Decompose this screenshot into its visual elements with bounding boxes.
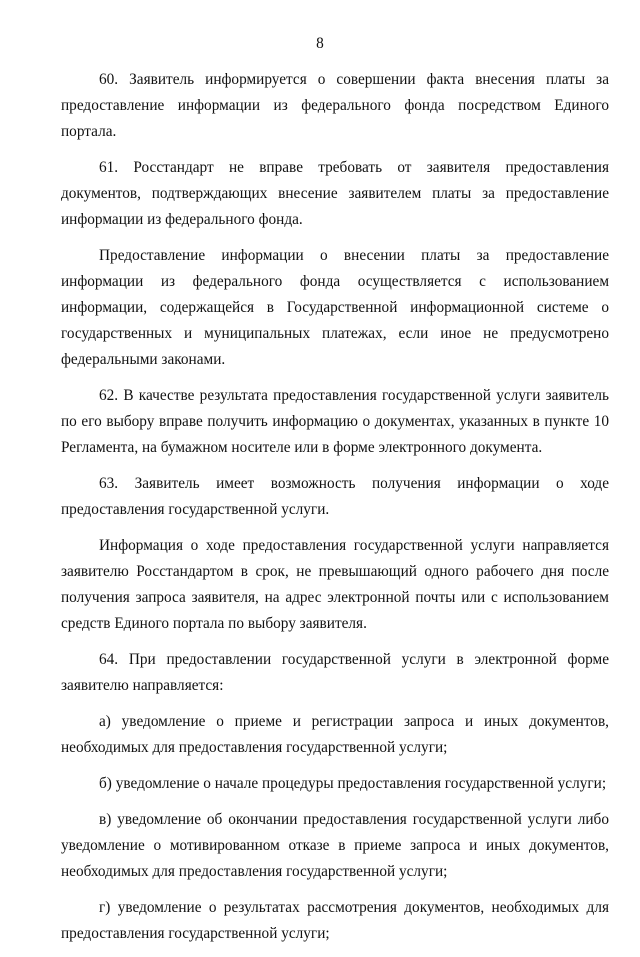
list-item-g: г) уведомление о результатах рассмотрения документов, необходимых для предоставления государственной услуги; <box>61 899 609 942</box>
list-item-v: в) уведомление об окончании предоставления государственной услуги либо уведомление о мотивированном отказе в приеме запроса и иных документов, необходимых для предоставления государственной услуги; <box>61 811 609 880</box>
list-item-a: а) уведомление о приеме и регистрации запроса и иных документов, необходимых для предоставления государственной услуги; <box>61 713 609 756</box>
document-body <box>61 67 609 957</box>
paragraph-61-continued: Предоставление информации о внесении платы за предоставление информации из федерального фонда осуществляется с использованием информации, содержащейся в Государственной информационной системе о государственных и муниципальных платежах, если иное не предусмотрено федеральными законами. <box>61 247 609 368</box>
paragraph-63-continued: Информация о ходе предоставления государственной услуги направляется заявителю Росстандартом в срок, не превышающий одного рабочего дня после получения запроса заявителя, на адрес электронной почты или с использованием средств Единого портала по выбору заявителя. <box>61 537 609 632</box>
paragraph-63: 63. Заявитель имеет возможность получения информации о ходе предоставления государственной услуги. <box>61 475 609 518</box>
paragraph-61: 61. Росстандарт не вправе требовать от заявителя предоставления документов, подтверждающих внесение заявителем платы за предоставление информации из федерального фонда. <box>61 159 609 228</box>
paragraph-60: 60. Заявитель информируется о совершении факта внесения платы за предоставление информации из федерального фонда посредством Единого портала. <box>61 71 609 140</box>
page-number: 8 <box>316 35 324 52</box>
paragraph-64: 64. При предоставлении государственной услуги в электронной форме заявителю направляется: <box>61 651 609 694</box>
paragraph-62: 62. В качестве результата предоставления государственной услуги заявитель по его выбору вправе получить информацию о документах, указанных в пункте 10 Регламента, на бумажном носителе или в форме электронного документа. <box>61 387 609 456</box>
list-item-b: б) уведомление о начале процедуры предоставления государственной услуги; <box>99 775 607 792</box>
